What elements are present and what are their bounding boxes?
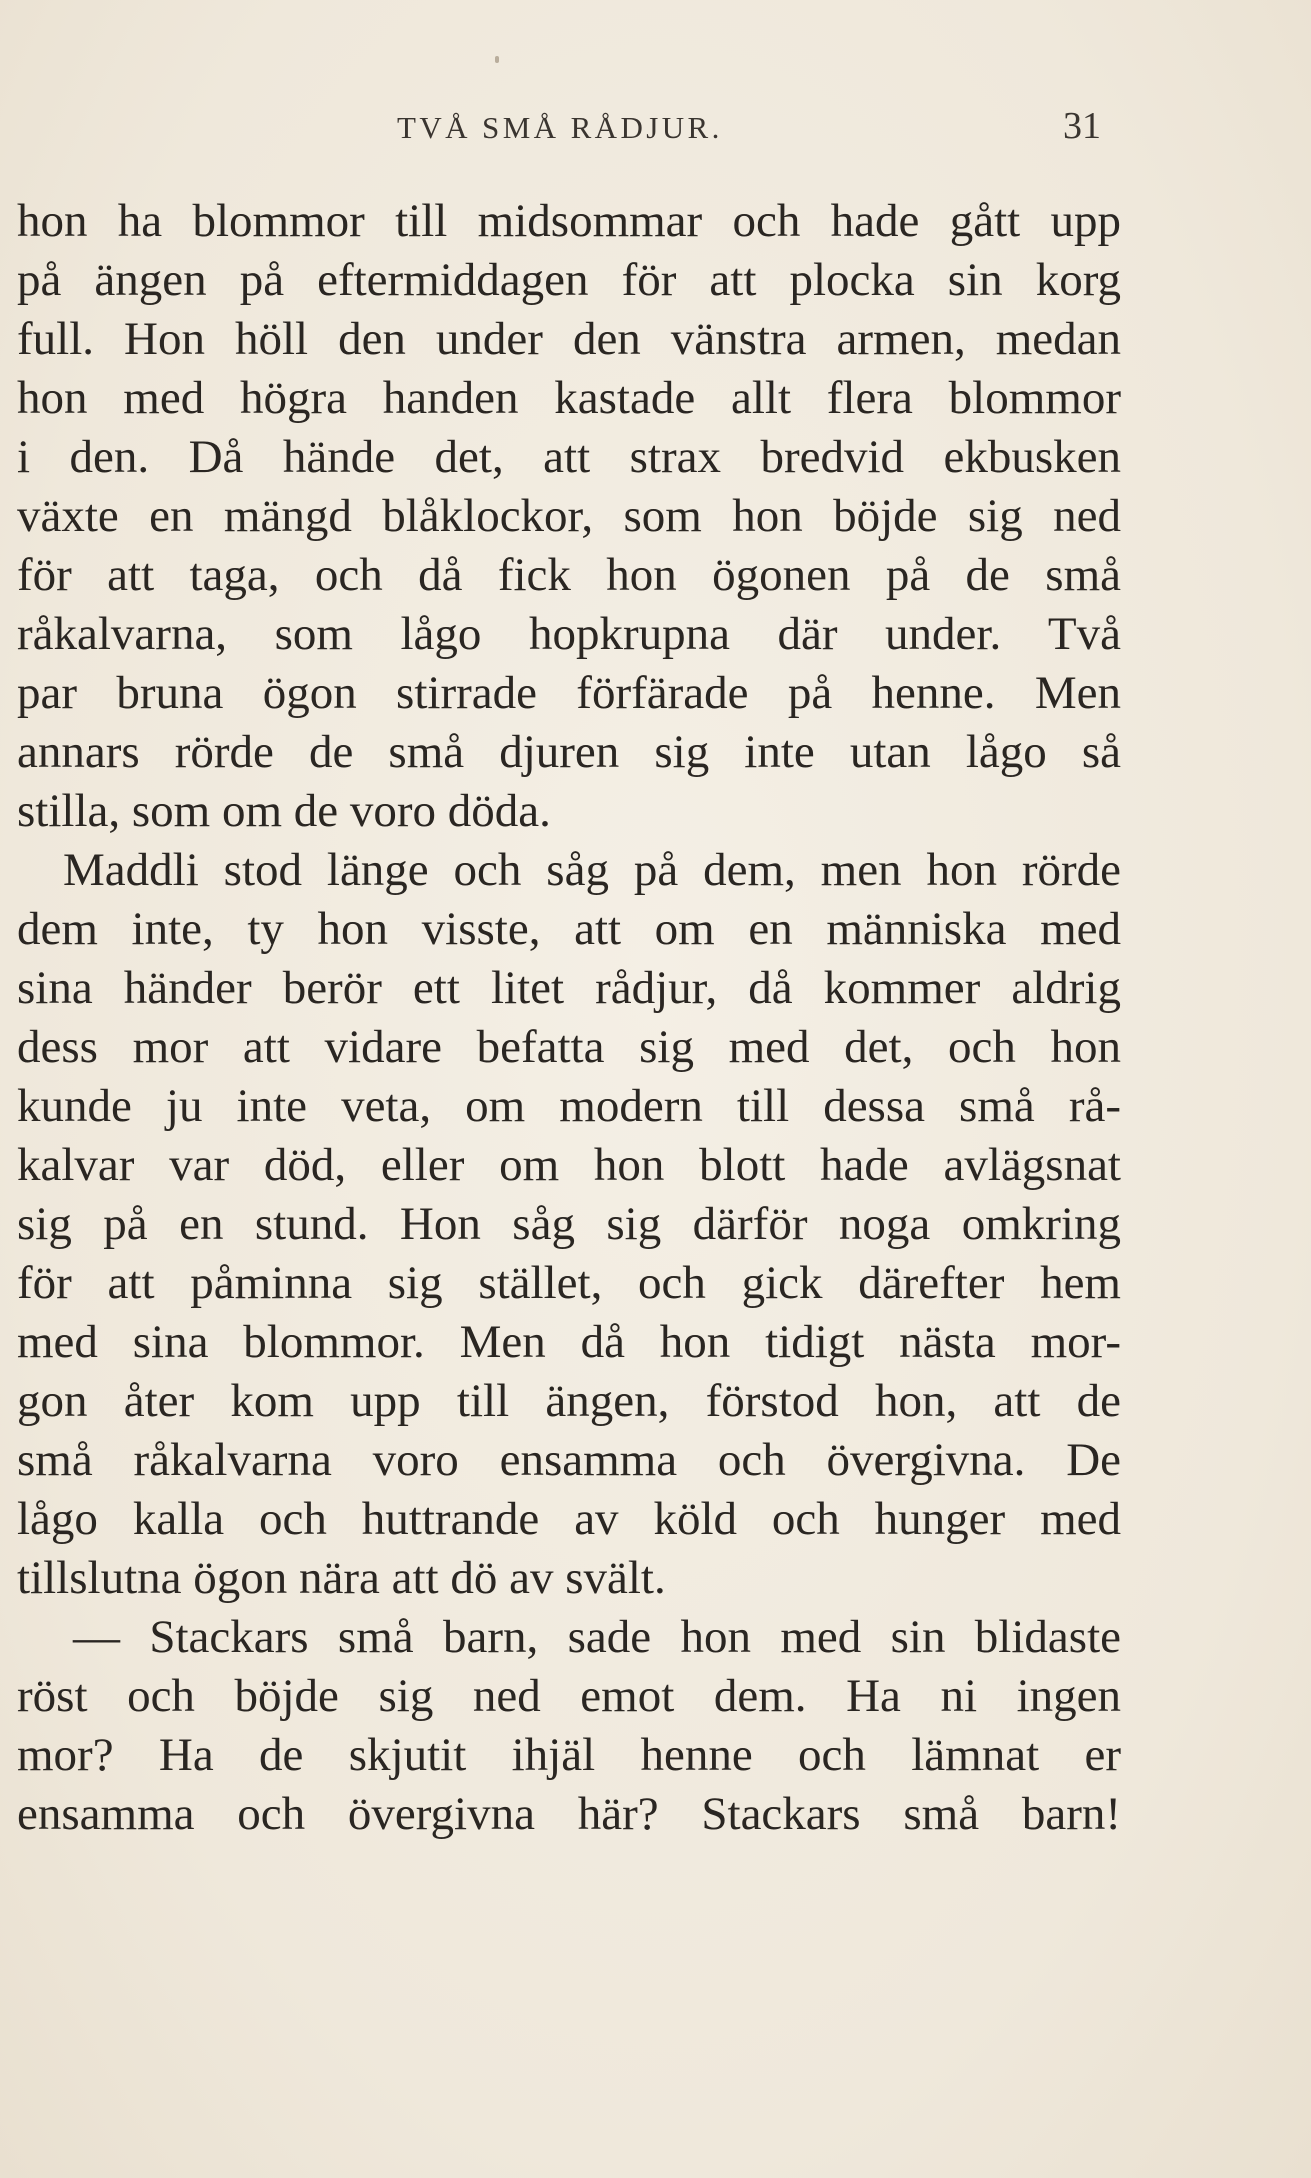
paper-speck xyxy=(495,56,499,63)
text-line: kunde ju inte veta, om modern till dessa små rå- xyxy=(17,1080,1121,1132)
text-line: annars rörde de små djuren sig inte utan lågo så xyxy=(17,726,1121,778)
text-line: hon ha blommor till midsommar och hade gått upp xyxy=(17,195,1121,247)
running-head: TVÅ SMÅ RÅDJUR. xyxy=(397,110,723,145)
text-line: med sina blommor. Men då hon tidigt nästa mor- xyxy=(17,1316,1121,1368)
body-text xyxy=(17,192,1121,1844)
text-line: växte en mängd blåklockor, som hon böjde sig ned xyxy=(17,490,1121,542)
text-line: mor? Ha de skjutit ihjäl henne och lämnat er xyxy=(17,1729,1121,1781)
text-line: ensamma och övergivna här? Stackars små barn! xyxy=(17,1788,1121,1840)
text-line: tillslutna ögon nära att dö av svält. xyxy=(17,1552,666,1604)
dialogue-paragraph xyxy=(17,1608,1121,1844)
text-line: stilla, som om de voro döda. xyxy=(17,785,551,837)
text-line: lågo kalla och huttrande av köld och hunger med xyxy=(17,1493,1121,1545)
paragraph xyxy=(17,841,1121,1608)
text-line: kalvar var död, eller om hon blott hade avlägsnat xyxy=(17,1139,1121,1191)
page-number: 31 xyxy=(1063,105,1101,147)
text-line: — Stackars små barn, sade hon med sin blidaste xyxy=(73,1611,1121,1663)
text-line: dem inte, ty hon visste, att om en människa med xyxy=(17,903,1121,955)
text-line: för att påminna sig stället, och gick därefter hem xyxy=(17,1257,1121,1309)
text-line: röst och böjde sig ned emot dem. Ha ni ingen xyxy=(17,1670,1121,1722)
text-line: sina händer berör ett litet rådjur, då kommer aldrig xyxy=(17,962,1121,1014)
text-line: hon med högra handen kastade allt flera blommor xyxy=(17,372,1121,424)
text-line: i den. Då hände det, att strax bredvid ekbusken xyxy=(17,431,1121,483)
text-line: par bruna ögon stirrade förfärade på henne. Men xyxy=(17,667,1121,719)
text-line: råkalvarna, som lågo hopkrupna där under. Två xyxy=(17,608,1121,660)
paragraph xyxy=(17,192,1121,841)
text-line: dess mor att vidare befatta sig med det, och hon xyxy=(17,1021,1121,1073)
text-line: på ängen på eftermiddagen för att plocka sin korg xyxy=(17,254,1121,306)
text-line: full. Hon höll den under den vänstra armen, medan xyxy=(17,313,1121,365)
text-line: sig på en stund. Hon såg sig därför noga omkring xyxy=(17,1198,1121,1250)
text-line: små råkalvarna voro ensamma och övergivna. De xyxy=(17,1434,1121,1486)
text-line: gon åter kom upp till ängen, förstod hon, att de xyxy=(17,1375,1121,1427)
text-line: för att taga, och då fick hon ögonen på de små xyxy=(17,549,1121,601)
text-line: Maddli stod länge och såg på dem, men hon rörde xyxy=(63,844,1121,896)
